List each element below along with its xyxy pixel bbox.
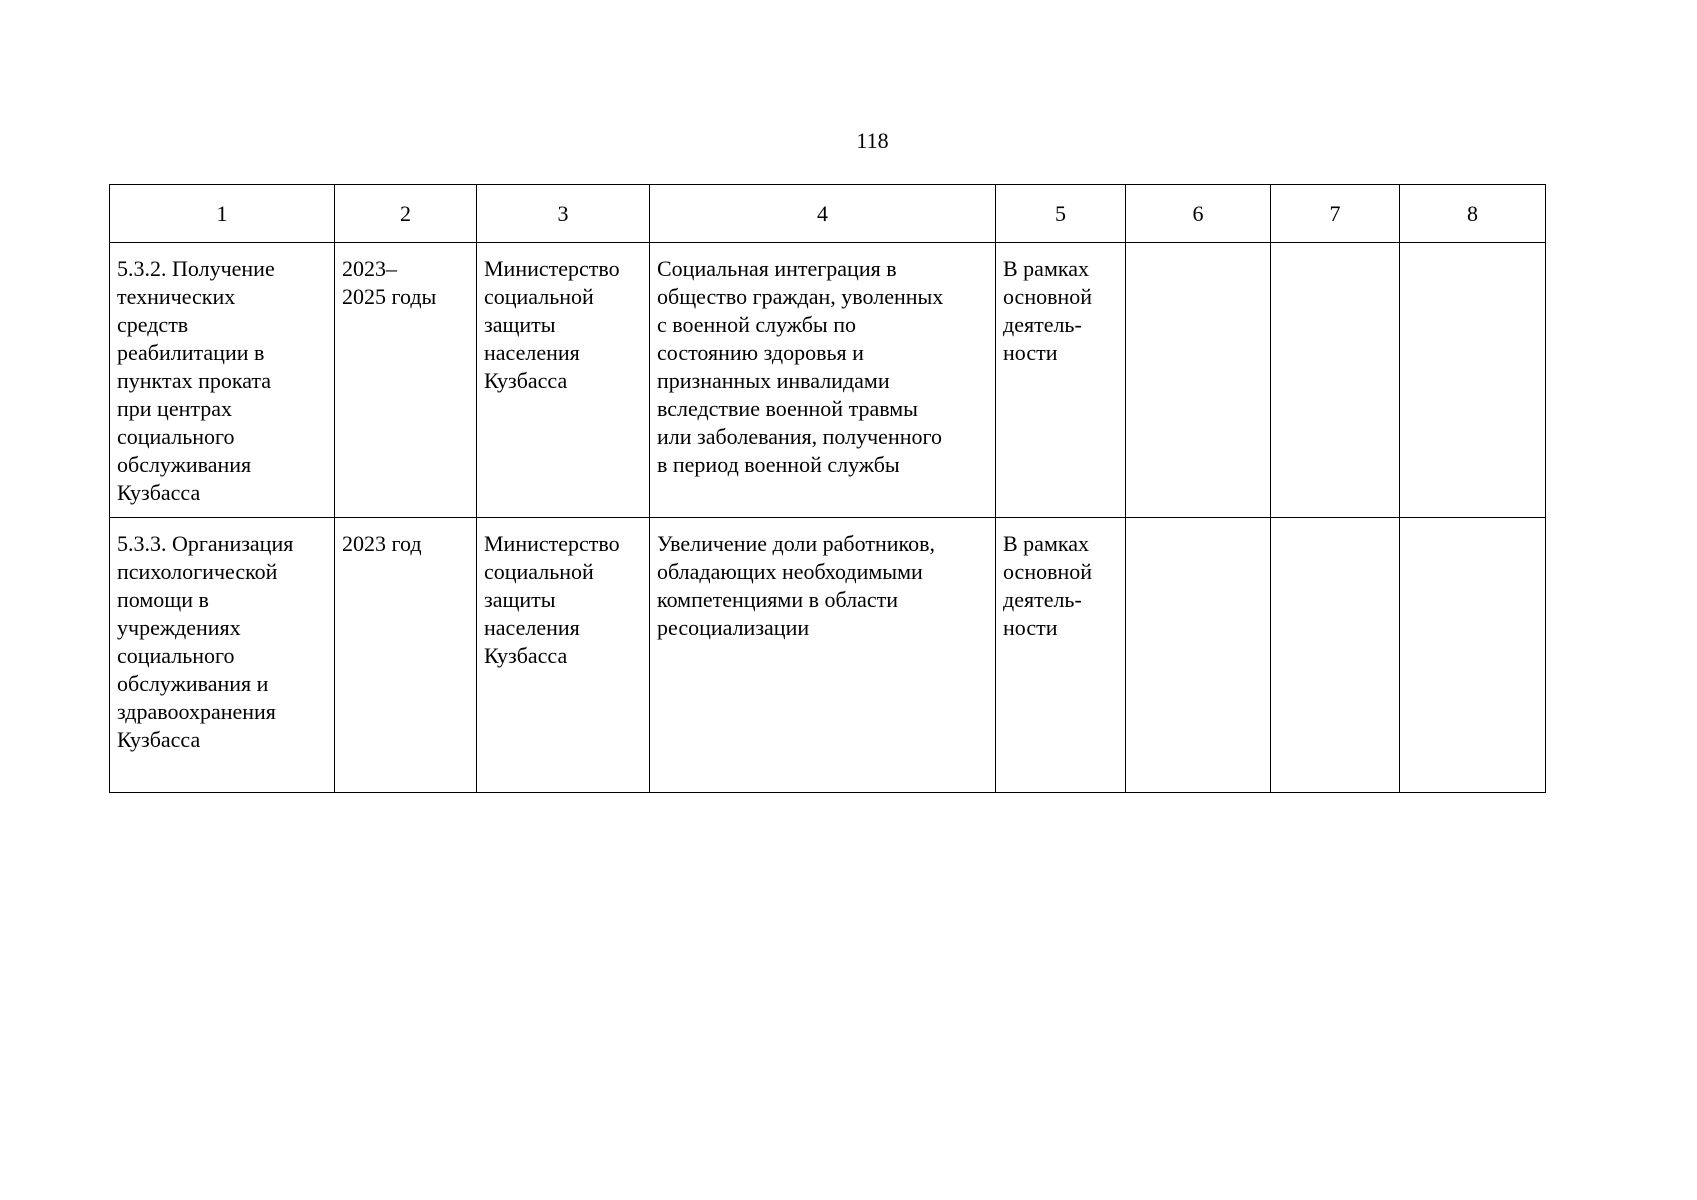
column-header-3: 3: [477, 185, 650, 243]
funding-cell: В рамках основной деятель- ности: [1003, 531, 1093, 640]
page-number: 118: [856, 128, 889, 153]
executor-cell: Министерство социальной защиты населения Кузбасса: [484, 531, 620, 668]
table-row: [110, 518, 1546, 793]
result-cell: Увеличение доли работников, обладающих необходимыми компетенциями в области ресоциализации: [657, 531, 935, 640]
column-header-5: 5: [996, 185, 1126, 243]
period-cell: 2023– 2025 годы: [342, 256, 437, 309]
column-header-6: 6: [1126, 185, 1271, 243]
measure-cell: 5.3.2. Получение технических средств реабилитации в пунктах проката при центрах социального обслуживания Кузбасса: [117, 256, 275, 505]
measures-table: [109, 184, 1546, 793]
column-header-4: 4: [650, 185, 996, 243]
measure-cell: 5.3.3. Организация психологической помощи в учреждениях социального обслуживания и здравоохранения Кузбасса: [117, 531, 294, 752]
column-header-1: 1: [110, 185, 335, 243]
table-row: [110, 243, 1546, 518]
column-header-8: 8: [1400, 185, 1546, 243]
table-header-row: [110, 185, 1546, 243]
executor-cell: Министерство социальной защиты населения Кузбасса: [484, 256, 620, 393]
funding-cell: В рамках основной деятель- ности: [1003, 256, 1093, 365]
result-cell: Социальная интеграция в общество граждан, уволенных с военной службы по состоянию здоровья и признанных инвалидами вследствие военной травмы или заболевания, полученного в период военной службы: [657, 256, 944, 477]
period-cell: 2023 год: [342, 531, 422, 556]
column-header-7: 7: [1271, 185, 1400, 243]
column-header-2: 2: [335, 185, 477, 243]
